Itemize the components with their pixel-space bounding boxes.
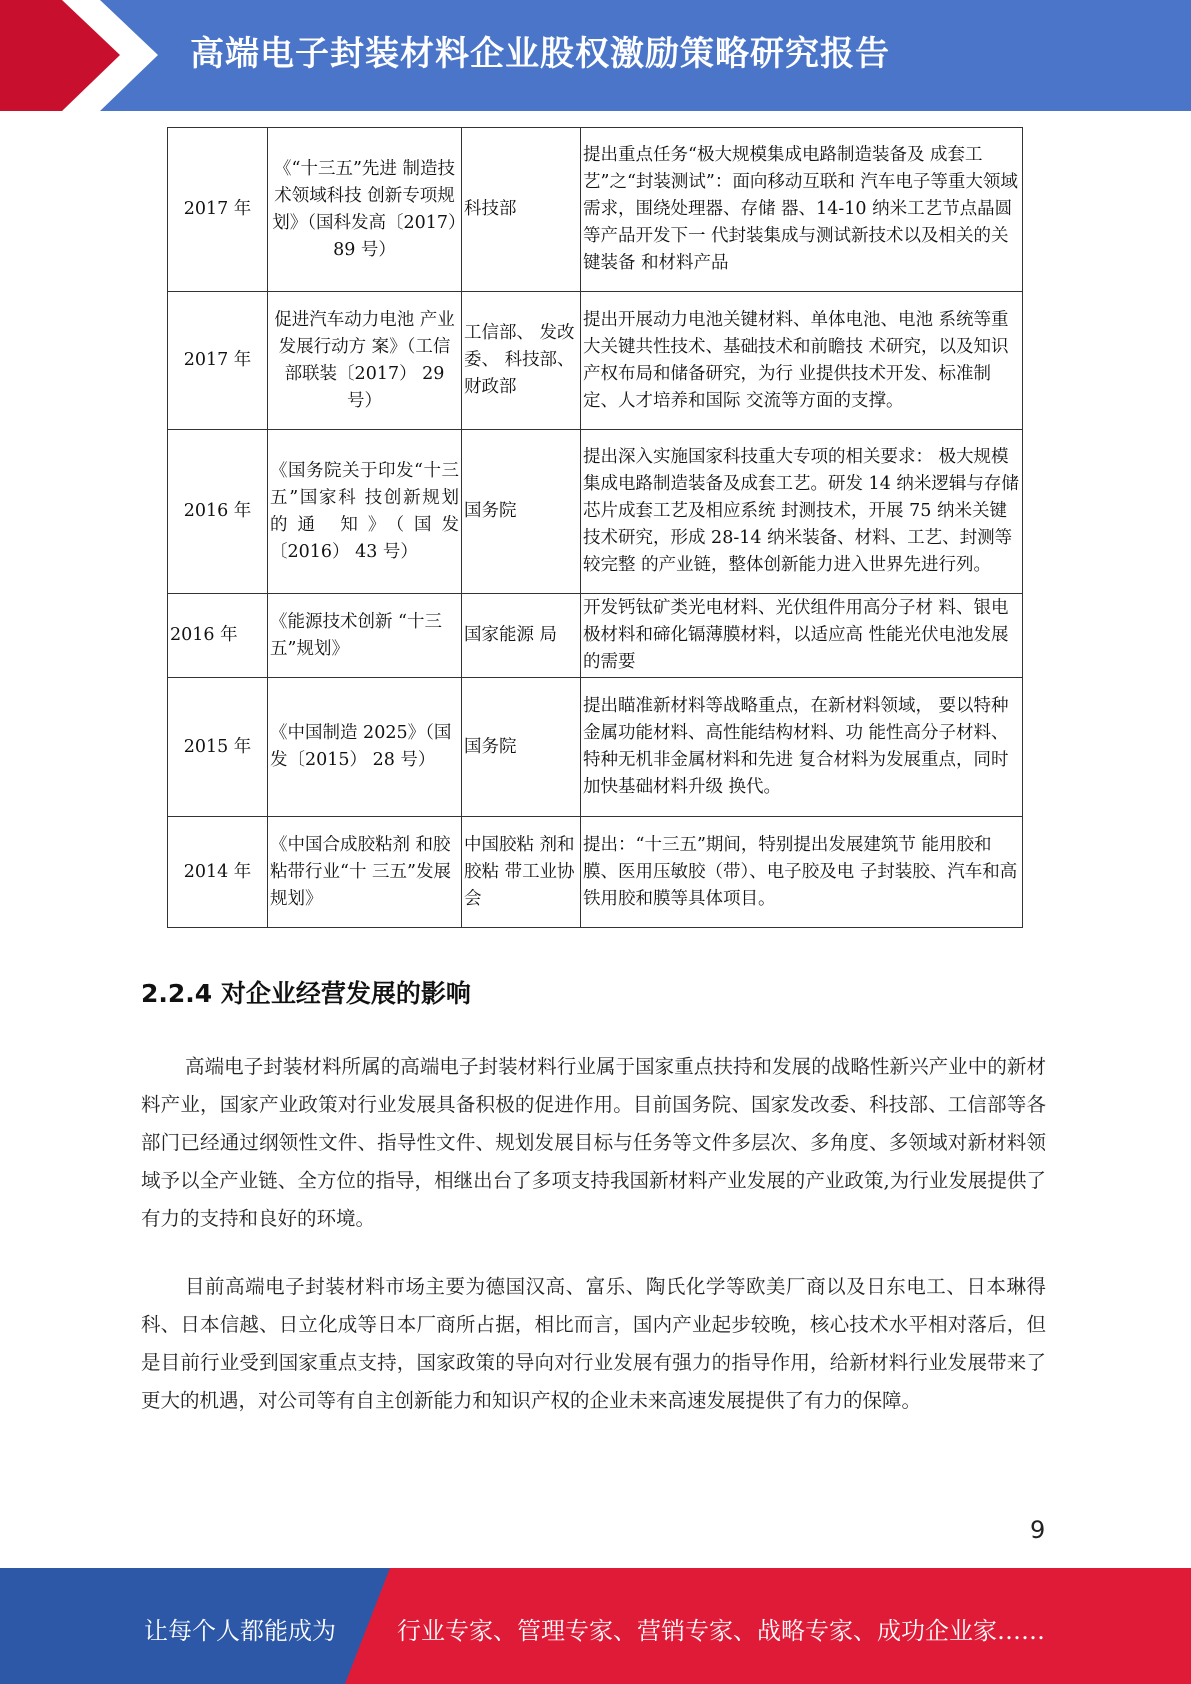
department-cell: 国务院 [462,430,581,594]
table-row [168,678,1023,817]
page-number: 9 [1030,1516,1046,1544]
content-cell: 提出开展动力电池关键材料、单体电池、电池 系统等重大关键共性技术、基础技术和前瞻技 术研究，以及知识产权布局和储备研究，为行 业提供技术开发、标准制定、人才培养和国际 交流等方面的支撑。 [581,292,1023,430]
footer-slogan-lead: 让每个人都能成为 [144,1617,336,1645]
body-paragraph: 高端电子封装材料所属的高端电子封装材料行业属于国家重点扶持和发展的战略性新兴产业中的新材料产业，国家产业政策对行业发展具备积极的促进作用。目前国务院、国家发改委、科技部、工信部等各部门已经通过纲领性文件、指导性文件、规划发展目标与任务等文件多层次、多角度、多领域对新材料领域予以全产业链、全方位的指导，相继出台了多项支持我国新材料产业发展的产业政策,为行业发展提供了有力的支持和良好的环境。 [141,1055,1046,1230]
body-paragraph: 目前高端电子封装材料市场主要为德国汉高、富乐、陶氏化学等欧美厂商以及日东电工、日本琳得科、日本信越、日立化成等日本厂商所占据，相比而言，国内产业起步较晚，核心技术水平相对落后，但是目前行业受到国家重点支持，国家政策的导向对行业发展有强力的指导作用，给新材料行业发展带来了更大的机遇，对公司等有自主创新能力和知识产权的企业未来高速发展提供了有力的保障。 [141,1275,1046,1412]
content-cell: 开发钙钛矿类光电材料、光伏组件用高分子材 料、银电极材料和碲化镉薄膜材料，以适应高 性能光伏电池发展的需要 [581,594,1023,678]
content-cell: 提出瞄准新材料等战略重点，在新材料领域， 要以特种金属功能材料、高性能结构材料、功 能性高分子材料、特种无机非金属材料和先进 复合材料为发展重点，同时加快基础材料升级 换代。 [581,678,1023,817]
department-cell: 国家能源 局 [462,594,581,678]
table-row [168,292,1023,430]
section-heading: 2.2.4 对企业经营发展的影响 [141,979,471,1008]
department-cell: 科技部 [462,128,581,292]
department-cell: 中国胶粘 剂和胶粘 带工业协 会 [462,817,581,928]
document-cell: 《中国制造 2025》（国发〔2015） 28 号） [268,678,462,817]
year-cell: 2017 年 [168,292,268,430]
table-row [168,817,1023,928]
policy-table [167,127,1023,928]
page-header-banner [0,0,1191,111]
table-row [168,594,1023,678]
year-cell: 2014 年 [168,817,268,928]
document-cell: 《能源技术创新 “十三五”规划》 [268,594,462,678]
department-cell: 工信部、 发改委、 科技部、 财政部 [462,292,581,430]
content-cell: 提出重点任务“极大规模集成电路制造装备及 成套工艺”之“封装测试”：面向移动互联和 汽车电子等重大领域需求，围绕处理器、存储 器、14-10 纳米工艺节点晶圆等产品开发下一 代封装集成与测试新技术以及相关的关键装备 和材料产品 [581,128,1023,292]
report-title: 高端电子封装材料企业股权激励策略研究报告 [190,34,890,74]
year-cell: 2016 年 [168,430,268,594]
document-cell: 《“十三五”先进 制造技术领域科技 创新专项规划》（国科发高〔2017）89 号） [268,128,462,292]
page-footer-banner [0,1568,1191,1684]
footer-slogan-tail: 行业专家、管理专家、营销专家、战略专家、成功企业家…… [397,1617,1045,1645]
table-row [168,128,1023,292]
document-cell: 《中国合成胶粘剂 和胶粘带行业“十 三五”发展规划》 [268,817,462,928]
year-cell: 2017 年 [168,128,268,292]
document-cell: 《国务院关于印发“十三五”国家科 技创新规划的通 知》（国发〔2016） 43 号） [268,430,462,594]
table-row [168,430,1023,594]
content-cell: 提出深入实施国家科技重大专项的相关要求： 极大规模集成电路制造装备及成套工艺。研发 14 纳米逻辑与存储芯片成套工艺及相应系统 封测技术，开展 75 纳米关键技术研究，形成 28-14 纳米装备、材料、工艺、封测等较完整 的产业链，整体创新能力进入世界先进行列。 [581,430,1023,594]
department-cell: 国务院 [462,678,581,817]
year-cell: 2016 年 [168,594,268,678]
document-cell: 促进汽车动力电池 产业发展行动方 案》（工信部联装〔2017） 29 号） [268,292,462,430]
year-cell: 2015 年 [168,678,268,817]
content-cell: 提出：“十三五”期间，特别提出发展建筑节 能用胶和膜、医用压敏胶（带）、电子胶及电 子封装胶、汽车和高铁用胶和膜等具体项目。 [581,817,1023,928]
